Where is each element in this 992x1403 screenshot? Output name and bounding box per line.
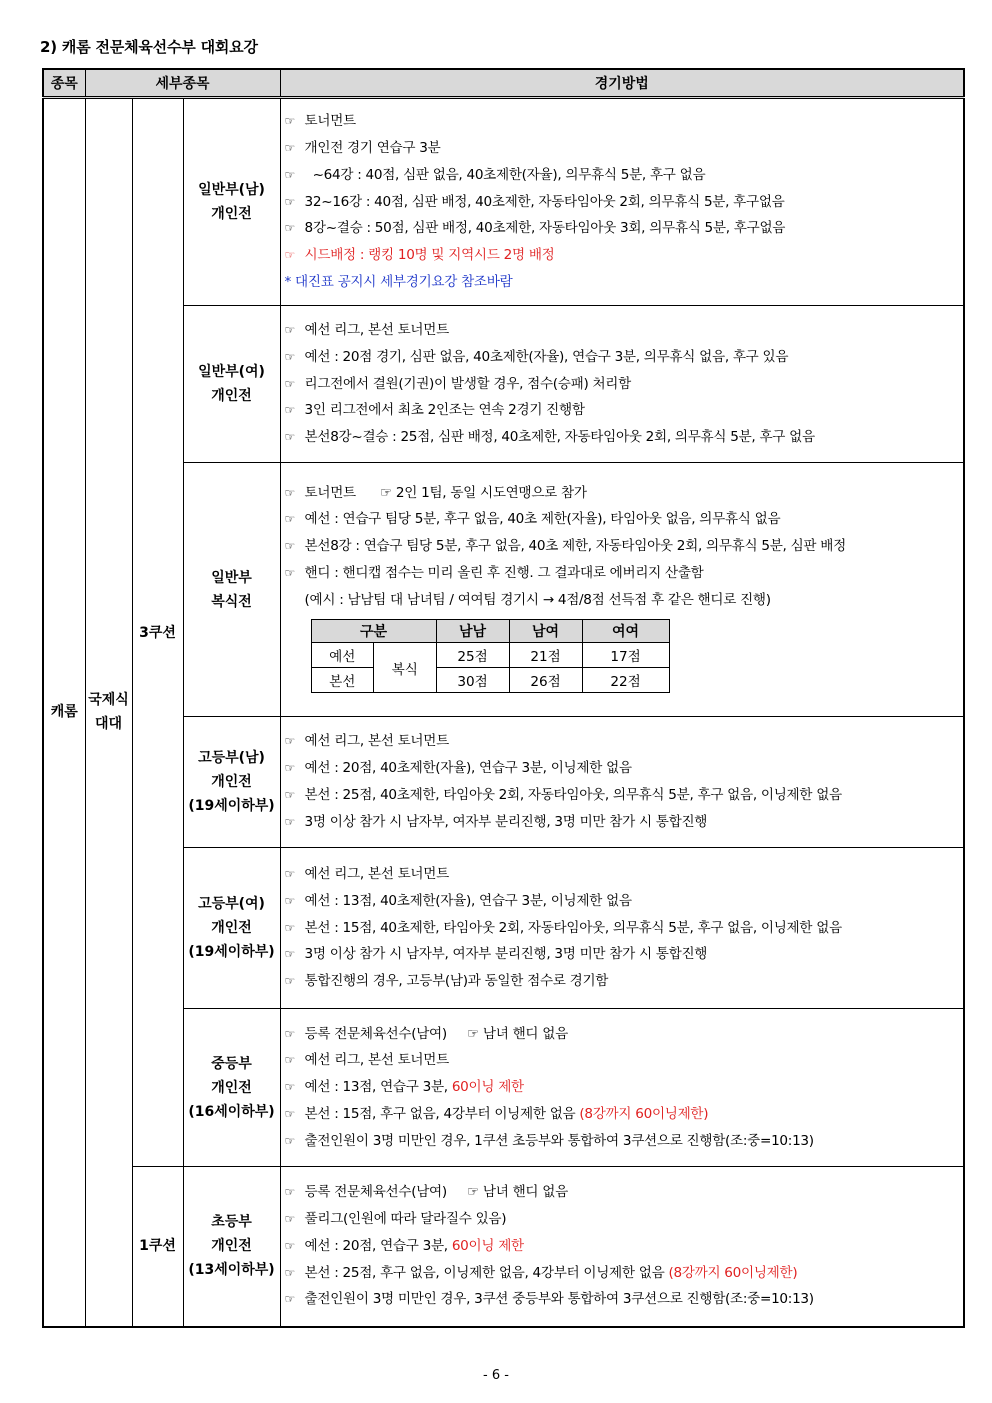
header-method: 경기방법 xyxy=(280,69,964,98)
category-cell: 일반부 복식전 xyxy=(183,463,280,717)
rule-text: 예선 : 20점, 연습구 3분, xyxy=(304,1237,452,1254)
rule-line xyxy=(285,728,964,755)
score-cell: 25점 xyxy=(436,643,509,668)
rule-text: 예선 리그, 본선 토너먼트 xyxy=(304,866,449,882)
rule-line xyxy=(285,915,964,942)
type-cell: 국제식 대대 xyxy=(85,98,132,1327)
rule-line xyxy=(285,533,964,560)
rule-line xyxy=(285,941,964,968)
category-cell: 고등부(남) 개인전 (19세이하부) xyxy=(183,717,280,848)
rule-text: 등록 전문체육선수(남여) ☞ 남녀 핸디 없음 xyxy=(304,1184,568,1201)
rule-text: 3인 리그전에서 최초 2인조는 연속 2경기 진행함 xyxy=(304,402,585,419)
rule-text: 본선 : 25점, 후구 없음, 이닝제한 없음, 4강부터 이닝제한 없음 xyxy=(304,1264,669,1281)
pointing-hand-icon: ☞ xyxy=(284,1133,295,1148)
cushion3-cell: 3쿠션 xyxy=(132,98,183,1167)
pointing-hand-icon: ☞ xyxy=(284,349,295,364)
category-cell: 고등부(여) 개인전 (19세이하부) xyxy=(183,848,280,1009)
rule-line xyxy=(285,108,964,135)
rule-text: 32~16강 : 40점, 심판 배정, 40초제한, 자동타임아웃 2회, 의무휴식 5분, 후구없음 xyxy=(304,193,785,210)
cushion1-cell: 1쿠션 xyxy=(132,1167,183,1327)
rule-text: 토너먼트 xyxy=(304,113,356,130)
rule-text: 핸디 : 핸디캡 점수는 미리 올린 후 진행. 그 결과대로 에버리지 산출함 xyxy=(304,564,704,581)
rule-line xyxy=(285,1179,964,1206)
method-cell xyxy=(280,463,964,717)
rule-text: 등록 전문체육선수(남여) ☞ 남녀 핸디 없음 xyxy=(304,1025,568,1042)
pointing-hand-icon: ☞ xyxy=(284,947,295,962)
rule-text: 본선8강~결승 : 25점, 심판 배정, 40초제한, 자동타임아웃 2회, 의무휴식 5분, 후구 없음 xyxy=(304,429,815,446)
rule-text: 예선 : 13점, 40초제한(자율), 연습구 3분, 이닝제한 없음 xyxy=(304,892,632,909)
score-cell: 26점 xyxy=(509,668,582,693)
rule-text: 3명 이상 참가 시 남자부, 여자부 분리진행, 3명 미만 참가 시 통합진행 xyxy=(304,813,708,830)
pointing-hand-icon: ☞ xyxy=(284,1265,295,1280)
score-cell: 30점 xyxy=(436,668,509,693)
score-cell: 22점 xyxy=(582,668,669,693)
rule-line xyxy=(285,397,964,424)
pointing-hand-icon: ☞ xyxy=(284,323,295,337)
pointing-hand-icon: ☞ xyxy=(284,248,295,263)
rule-text: 예선 리그, 본선 토너먼트 xyxy=(304,322,449,338)
pointing-hand-icon: ☞ xyxy=(284,1185,295,1200)
rule-line xyxy=(285,317,964,344)
rule-line xyxy=(285,1233,964,1260)
rule-line xyxy=(285,1074,964,1101)
rule-line xyxy=(285,424,964,451)
pointing-hand-icon: ☞ xyxy=(284,788,295,802)
rule-line xyxy=(285,189,964,216)
rule-text: 3명 이상 참가 시 남자부, 여자부 분리진행, 3명 미만 참가 시 통합진행 xyxy=(304,946,708,963)
rule-line xyxy=(285,888,964,915)
rule-line xyxy=(285,1047,964,1074)
rule-line xyxy=(285,371,964,398)
pointing-hand-icon: ☞ xyxy=(284,734,295,749)
rule-line xyxy=(285,344,964,371)
table-row xyxy=(43,98,964,306)
header-jongmok: 종목 xyxy=(43,69,85,98)
score-header-cell: 남여 xyxy=(509,620,582,643)
rule-line xyxy=(285,755,964,782)
category-cell: 초등부 개인전 (13세이하부) xyxy=(183,1167,280,1327)
rule-text: 시드배정 : 랭킹 10명 및 지역시드 2명 배정 xyxy=(304,247,555,264)
score-table-header xyxy=(311,620,669,643)
pointing-hand-icon: ☞ xyxy=(284,430,295,445)
rule-text: 예선 : 연습구 팀당 5분, 후구 없음, 40초 제한(자율), 타임아웃 없음, 의무휴식 없음 xyxy=(304,511,781,528)
rule-line xyxy=(285,968,964,995)
page-title: 2) 캐롬 전문체육선수부 대회요강 xyxy=(40,38,258,56)
rule-text: 예선 : 20점, 40초제한(자율), 연습구 3분, 이닝제한 없음 xyxy=(304,760,632,777)
pointing-hand-icon: ☞ xyxy=(284,1053,295,1068)
pointing-hand-icon: ☞ xyxy=(284,1026,295,1041)
method-cell xyxy=(280,98,964,306)
pointing-hand-icon: ☞ xyxy=(284,539,295,554)
score-row-label: 본선 xyxy=(311,668,374,693)
table-header-row xyxy=(43,69,964,98)
rule-text: 토너먼트 ☞ 2인 1팀, 동일 시도연맹으로 참가 xyxy=(304,484,587,501)
score-cell: 21점 xyxy=(509,643,582,668)
pointing-hand-icon: ☞ xyxy=(284,485,295,500)
rule-text: 본선 : 15점, 후구 없음, 4강부터 이닝제한 없음 xyxy=(304,1105,580,1122)
table-row xyxy=(43,1167,964,1327)
rule-line xyxy=(285,506,964,533)
rule-text: 예선 리그, 본선 토너먼트 xyxy=(304,733,449,750)
rule-line xyxy=(285,1260,964,1287)
rule-line xyxy=(285,269,964,296)
pointing-hand-icon: ☞ xyxy=(284,1292,295,1307)
pointing-hand-icon: ☞ xyxy=(284,761,295,776)
category-cell: 일반부(남) 개인전 xyxy=(183,98,280,306)
pointing-hand-icon: ☞ xyxy=(284,167,295,182)
pointing-hand-icon: ☞ xyxy=(284,814,295,829)
method-cell xyxy=(280,848,964,1009)
rule-line xyxy=(285,242,964,269)
rule-line xyxy=(285,587,964,614)
rule-highlight: 60이닝 제한 xyxy=(451,1237,524,1254)
rule-line xyxy=(285,1206,964,1233)
rule-text: 예선 : 13점, 연습구 3분, xyxy=(304,1079,452,1096)
category-cell: 일반부(여) 개인전 xyxy=(183,306,280,463)
pointing-hand-icon: ☞ xyxy=(284,1212,295,1227)
rule-line xyxy=(285,215,964,242)
pointing-hand-icon: ☞ xyxy=(284,114,295,129)
rule-text: 출전인원이 3명 미만인 경우, 1쿠션 초등부와 통합하여 3쿠션으로 진행함(조:중=10:13) xyxy=(304,1132,814,1149)
rule-text: 풀리그(인원에 따라 달라질수 있음) xyxy=(304,1211,507,1228)
method-cell xyxy=(280,1167,964,1327)
score-table-row xyxy=(311,643,669,668)
pointing-hand-icon: ☞ xyxy=(284,1080,295,1095)
rule-text: (예시 : 남남팀 대 남녀팀 / 여여팀 경기시 → 4점/8점 선득점 후 같은 핸디로 진행) xyxy=(304,591,771,608)
event-cell: 캐롬 xyxy=(43,98,85,1327)
pointing-hand-icon: ☞ xyxy=(284,141,295,155)
pointing-hand-icon: ☞ xyxy=(284,403,295,418)
score-header-cell: 여여 xyxy=(582,620,669,643)
pointing-hand-icon: ☞ xyxy=(284,920,295,935)
rule-text: * 대진표 공지시 세부경기요강 참조바람 xyxy=(284,273,513,290)
rule-line xyxy=(285,782,964,809)
rule-line xyxy=(285,1101,964,1128)
rule-text: 출전인원이 3명 미만인 경우, 3쿠션 중등부와 통합하여 3쿠션으로 진행함(조:중=10:13) xyxy=(304,1291,814,1308)
rule-text: 예선 리그, 본선 토너먼트 xyxy=(304,1052,449,1069)
rule-highlight: (8강까지 60이닝제한) xyxy=(668,1264,798,1281)
rule-text: 8강~결승 : 50점, 심판 배정, 40초제한, 자동타임아웃 3회, 의무휴식 5분, 후구없음 xyxy=(304,220,786,237)
rule-highlight: (8강까지 60이닝제한) xyxy=(579,1105,709,1122)
rule-line xyxy=(285,861,964,888)
score-header-cell: 남남 xyxy=(436,620,509,643)
method-cell xyxy=(280,1009,964,1167)
rule-text: 예선 : 20점 경기, 심판 없음, 40초제한(자율), 연습구 3분, 의무휴식 없음, 후구 있음 xyxy=(304,348,789,365)
rule-text: 본선 : 15점, 40초제한, 타임아웃 2회, 자동타임아웃, 의무휴식 5분, 후구 없음, 이닝제한 없음 xyxy=(304,919,842,936)
rule-text: 본선8강 : 연습구 팀당 5분, 후구 없음, 40초 제한, 자동타임아웃 2회, 의무휴식 5분, 심판 배정 xyxy=(304,538,846,555)
score-table-row xyxy=(311,668,669,693)
rule-line xyxy=(285,809,964,836)
rule-line xyxy=(285,1128,964,1155)
pointing-hand-icon: ☞ xyxy=(284,1238,295,1253)
score-row-label: 예선 xyxy=(311,643,374,668)
rule-line xyxy=(285,135,964,162)
pointing-hand-icon: ☞ xyxy=(284,1106,295,1121)
rule-highlight: 60이닝 제한 xyxy=(451,1079,524,1096)
rule-text: 통합진행의 경우, 고등부(남)과 동일한 점수로 경기함 xyxy=(304,973,609,990)
rule-text: 본선 : 25점, 40초제한, 타임아웃 2회, 자동타임아웃, 의무휴식 5분, 후구 없음, 이닝제한 없음 xyxy=(304,787,842,803)
rule-line xyxy=(285,1286,964,1313)
rules-table xyxy=(42,68,965,1328)
rule-line xyxy=(285,1021,964,1048)
rule-text: 개인전 경기 연습구 3분 xyxy=(304,140,441,156)
pointing-hand-icon: ☞ xyxy=(284,893,295,908)
pointing-hand-icon: ☞ xyxy=(284,376,295,391)
page-number: - 6 - xyxy=(483,1368,509,1383)
rule-line xyxy=(285,560,964,587)
pointing-hand-icon: ☞ xyxy=(284,221,295,236)
score-table xyxy=(311,619,670,693)
rule-text: 리그전에서 결원(기권)이 발생할 경우, 점수(승패) 처리함 xyxy=(304,375,631,392)
method-cell xyxy=(280,306,964,463)
score-cell: 17점 xyxy=(582,643,669,668)
pointing-hand-icon: ☞ xyxy=(284,867,295,881)
method-cell xyxy=(280,717,964,848)
score-header-cell: 구분 xyxy=(311,620,436,643)
category-cell: 중등부 개인전 (16세이하부) xyxy=(183,1009,280,1167)
rule-text: ~64강 : 40점, 심판 없음, 40초제한(자율), 의무휴식 5분, 후구 없음 xyxy=(304,166,706,183)
pointing-hand-icon: ☞ xyxy=(284,512,295,527)
pointing-hand-icon: ☞ xyxy=(284,565,295,580)
header-sebu: 세부종목 xyxy=(85,69,280,98)
pointing-hand-icon: ☞ xyxy=(284,194,295,209)
rule-line xyxy=(285,480,964,507)
score-merged-cell: 복식 xyxy=(374,643,437,693)
rule-line xyxy=(285,162,964,189)
pointing-hand-icon: ☞ xyxy=(284,974,295,989)
